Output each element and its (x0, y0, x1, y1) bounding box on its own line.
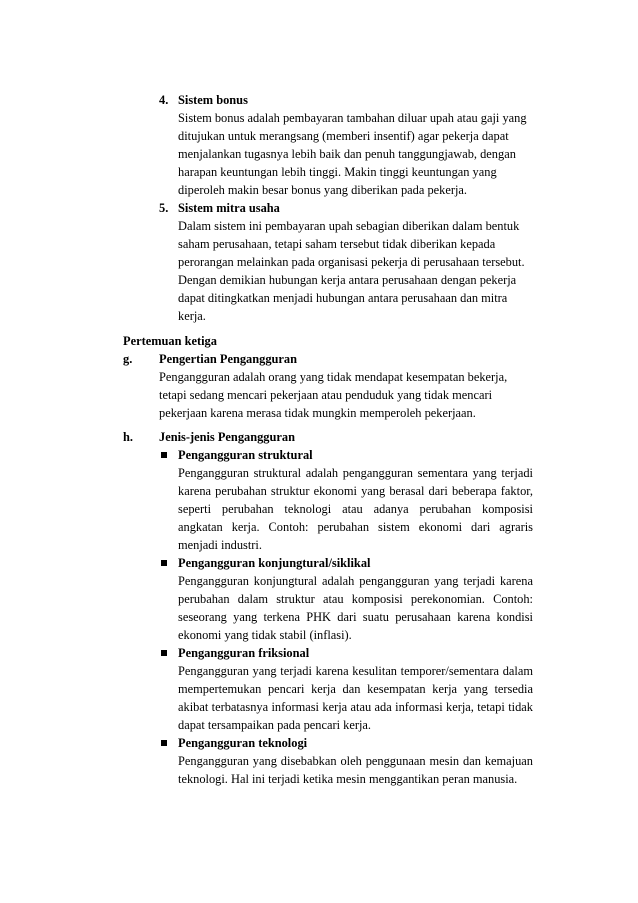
item-number: 4. (159, 93, 169, 107)
item-text-line: Dengan demikian hubungan kerja antara perusahaan dengan pekerja (178, 273, 517, 287)
bullet-icon (161, 650, 167, 656)
item-text-line: dapat ditingkatkan menjadi hubungan antara perusahaan dan mitra (178, 291, 508, 305)
bullet-title: Pengangguran teknologi (178, 736, 308, 750)
item-text-line: diperoleh makin besar bonus yang diberikan pada pekerja. (178, 183, 468, 197)
item-title: Sistem mitra usaha (178, 201, 280, 215)
section-title: Pengertian Pengangguran (159, 352, 298, 366)
section-title: Jenis-jenis Pengangguran (159, 430, 295, 444)
item-text-line: ditujukan untuk merangsang (memberi insentif) agar pekerja dapat (178, 129, 509, 143)
bullet-text-line: Pengangguran struktural adalah pengangguran sementara yang terjadi (178, 466, 533, 480)
item-text-line: menjalankan tugasnya lebih baik dan penuh tanggungjawab, dengan (178, 147, 516, 161)
section-letter: h. (123, 430, 133, 444)
bullet-text-line: Pengangguran yang terjadi karena kesulitan temporer/sementara dalam (178, 664, 533, 678)
meeting-heading: Pertemuan ketiga (123, 334, 217, 348)
bullet-text-line: menjadi industri. (178, 538, 262, 552)
bullet-text-line: ekonomi yang tidak stabil (inflasi). (178, 628, 352, 642)
bullet-text-line: seperti perubahan teknologi atau adanya perubahan komposisi (178, 502, 533, 516)
section-text-line: pekerjaan karena merasa tidak mungkin memperoleh pekerjaan. (159, 406, 476, 420)
section-letter: g. (123, 352, 133, 366)
bullet-icon (161, 740, 167, 746)
bullet-title: Pengangguran struktural (178, 448, 313, 462)
bullet-text-line: akibat terbatasnya informasi kerja atau ada informasi kerja, tetapi tidak (178, 700, 533, 714)
bullet-text-line: mempertemukan pencari kerja dan kesempatan kerja yang tersedia (178, 682, 533, 696)
bullet-text-line: Pengangguran konjungtural adalah pengangguran yang terjadi karena (178, 574, 533, 588)
bullet-text-line: perubahan dalam struktur atau komposisi perekonomian. Contoh: (178, 592, 533, 606)
item-text-line: Dalam sistem ini pembayaran upah sebagian diberikan dalam bentuk (178, 219, 520, 233)
section-text-line: tetapi sedang mencari pekerjaan atau penduduk yang tidak mencari (159, 388, 493, 402)
bullet-title: Pengangguran friksional (178, 646, 310, 660)
item-number: 5. (159, 201, 169, 215)
item-text-line: perorangan melainkan pada organisasi pekerja di perusahaan tersebut. (178, 255, 525, 269)
item-title: Sistem bonus (178, 93, 248, 107)
item-text-line: Sistem bonus adalah pembayaran tambahan diluar upah atau gaji yang (178, 111, 527, 125)
section-text-line: Pengangguran adalah orang yang tidak mendapat kesempatan bekerja, (159, 370, 508, 384)
bullet-text-line: dapat tersampaikan pada pencari kerja. (178, 718, 371, 732)
bullet-icon (161, 452, 167, 458)
bullet-icon (161, 560, 167, 566)
bullet-title: Pengangguran konjungtural/siklikal (178, 556, 371, 570)
bullet-text-line: teknologi. Hal ini terjadi ketika mesin menggantikan peran manusia. (178, 772, 518, 786)
item-text-line: kerja. (178, 309, 206, 323)
item-text-line: saham perusahaan, tetapi saham tersebut tidak diberikan kepada (178, 237, 496, 251)
bullet-text-line: Pengangguran yang disebabkan oleh penggunaan mesin dan kemajuan (178, 754, 533, 768)
bullet-text-line: seseorang yang terkena PHK dari suatu perusahaan karena kondisi (178, 610, 533, 624)
bullet-text-line: angkatan kerja. Contoh: perubahan sistem ekonomi dari agraris (178, 520, 533, 534)
bullet-text-line: karena perubahan struktur ekonomi yang berasal dari beberapa faktor, (178, 484, 533, 498)
item-text-line: harapan keuntungan lebih tinggi. Makin tinggi keuntungan yang (178, 165, 497, 179)
